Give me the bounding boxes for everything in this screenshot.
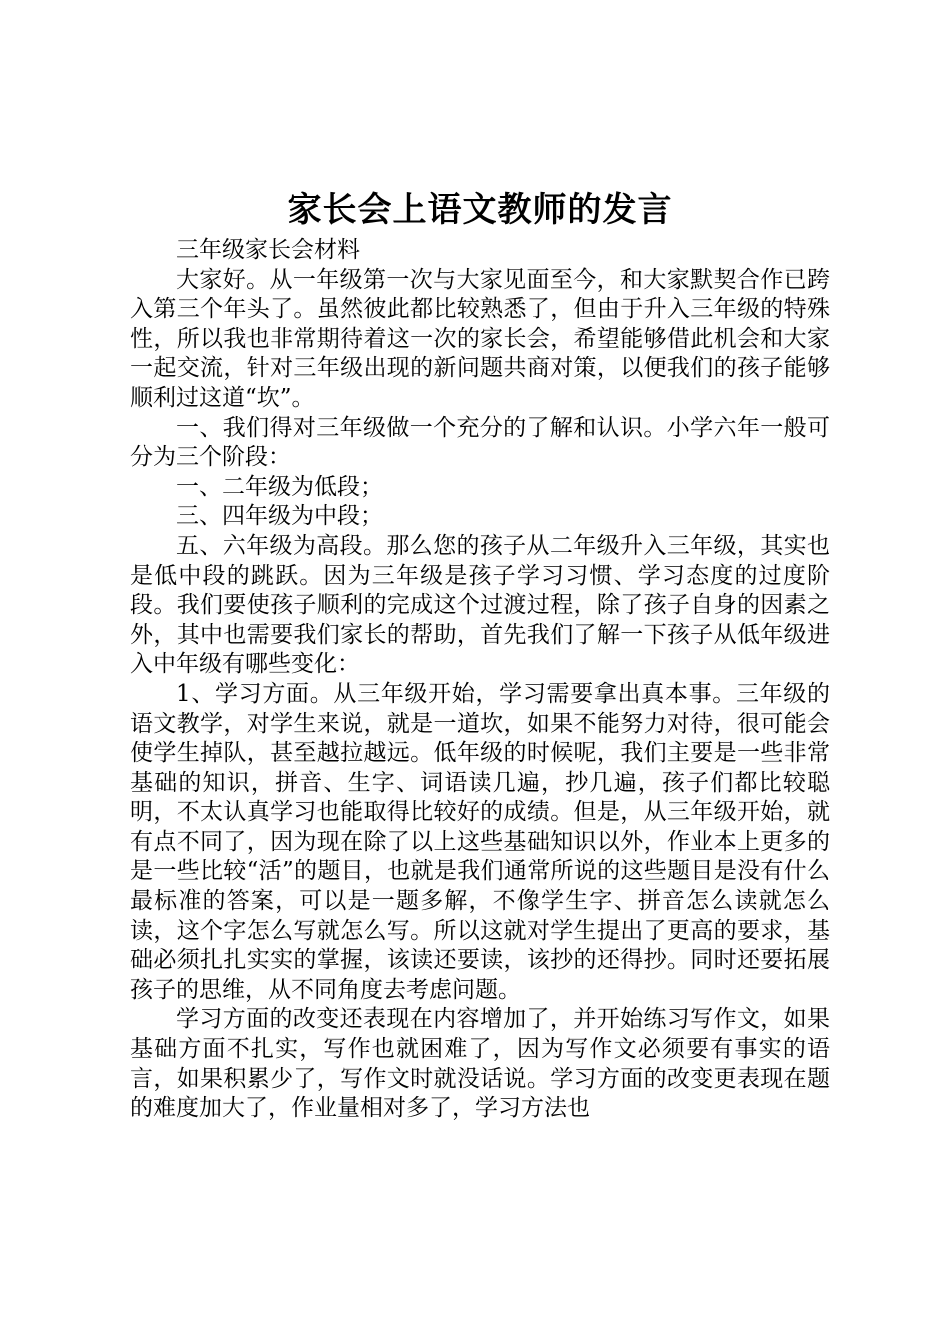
paragraph-learning: 1、学习方面。从三年级开始，学习需要拿出真本事。三年级的语文教学，对学生来说，就是一道坎，如果不能努力对待，很可能会使学生掉队，甚至越拉越远。低年级的时候呢，我们主要是一些非常基础的知识，拼音、生字、词语读几遍，抄几遍，孩子们都比较聪明，不太认真学习也能取得比较好的成绩。但是，从三年级开始，就有点不同了，因为现在除了以上这些基础知识以外，作业本上更多的是一些比较“活”的题目，也就是我们通常所说的这些题目是没有什么最标准的答案，可以是一题多解，不像学生字、拼音怎么读就怎么读，这个字怎么写就怎么写。所以这就对学生提出了更高的要求，基础必须扎扎实实的掌握，该读还要读，该抄的还得抄。同时还要拓展孩子的思维，从不同角度去考虑问题。 bbox=[130, 680, 830, 1003]
paragraph-middle-stage: 三、四年级为中段； bbox=[176, 503, 383, 530]
paragraph-section-one: 一、我们得对三年级做一个充分的了解和认识。小学六年一般可分为三个阶段： bbox=[130, 414, 830, 471]
document-page bbox=[130, 190, 830, 1124]
paragraph-high-stage: 五、六年级为高段。那么您的孩子从二年级升入三年级，其实也是低中段的跳跃。因为三年级是孩子学习习惯、学习态度的过度阶段。我们要使孩子顺利的完成这个过渡过程，除了孩子自身的因素之外，其中也需要我们家长的帮助，首先我们了解一下孩子从低年级进入中年级有哪些变化： bbox=[130, 532, 830, 678]
paragraph-learning-changes: 学习方面的改变还表现在内容增加了，并开始练习写作文，如果基础方面不扎实，写作也就困难了，因为写作文必须要有事实的语言，如果积累少了，写作文时就没话说。学习方面的改变更表现在题的难度加大了，作业量相对多了，学习方法也 bbox=[130, 1006, 830, 1122]
paragraph-low-stage: 一、二年级为低段； bbox=[176, 473, 383, 500]
paragraph-greeting: 大家好。从一年级第一次与大家见面至今，和大家默契合作已跨入第三个年头了。虽然彼此都比较熟悉了，但由于升入三年级的特殊性，所以我也非常期待着这一次的家长会，希望能够借此机会和大家一起交流，针对三年级出现的新问题共商对策，以便我们的孩子能够顺利过这道“坎”。 bbox=[130, 266, 830, 411]
paragraph-subtitle: 三年级家长会材料 bbox=[176, 237, 360, 263]
document-title: 家长会上语文教师的发言 bbox=[287, 190, 673, 230]
